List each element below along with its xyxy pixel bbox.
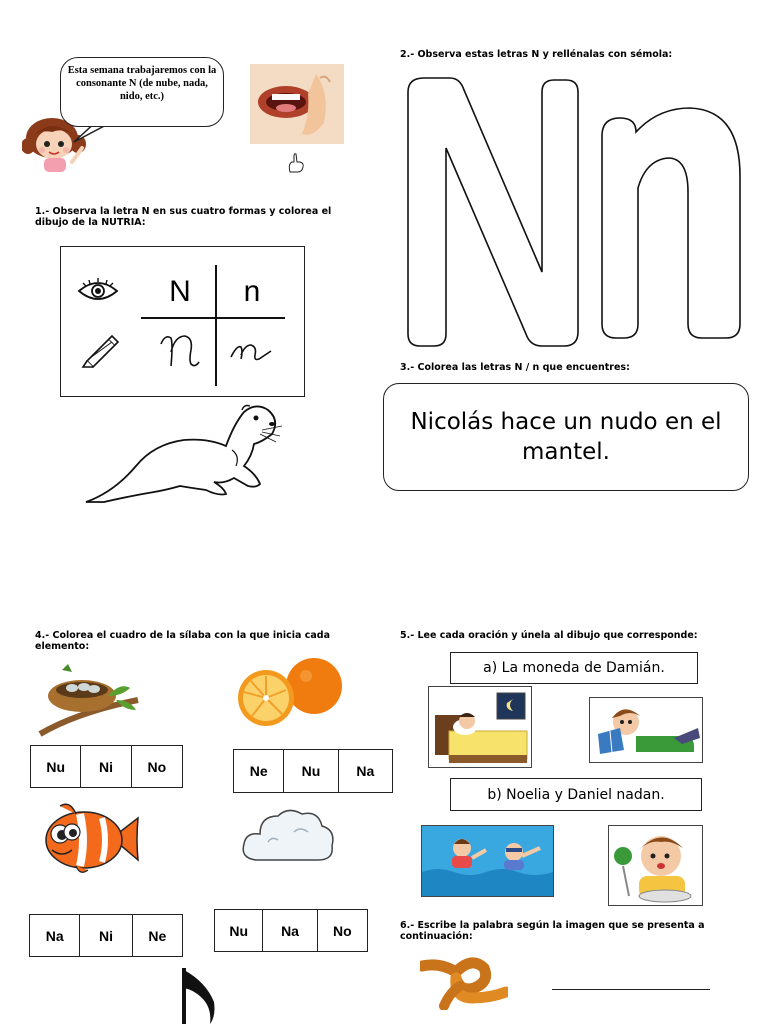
option-a-text: a) La moneda de Damián. [483, 660, 665, 676]
reading-boy-picture[interactable] [589, 697, 703, 763]
syllable-cell[interactable] [339, 750, 392, 792]
orange-image [236, 652, 344, 728]
letter-forms-box [60, 246, 305, 397]
lower-cursive-letter [229, 335, 275, 365]
otter-drawing [84, 400, 284, 506]
syllable-cell[interactable] [81, 746, 131, 787]
eye-icon [77, 277, 119, 305]
syllable-cell[interactable] [30, 915, 80, 956]
outline-letter-upper-n [402, 76, 580, 348]
section4-heading: 4.- Colorea el cuadro de la sílaba con la que inicia cada elemento: [35, 630, 331, 652]
cell-upper-cursive [147, 325, 213, 375]
upper-print-letter: N [169, 275, 191, 308]
syllable-cell[interactable] [263, 910, 317, 951]
syllable-table-orange [233, 749, 393, 793]
syllable-cell[interactable] [215, 910, 263, 951]
syllable-table-nest [30, 745, 183, 788]
knot-image [420, 952, 508, 1010]
grid-vertical-line [215, 265, 217, 386]
upper-cursive-letter [157, 330, 203, 370]
syllable-text: Nu [301, 763, 321, 779]
syllable-text: Nu [46, 758, 65, 775]
syllable-text: Nu [229, 922, 249, 939]
hand-gesture-icon [286, 150, 308, 174]
swimming-kids-picture[interactable] [421, 825, 554, 897]
option-b-text: b) Noelia y Daniel nadan. [487, 786, 665, 803]
option-b-box [450, 778, 702, 811]
section6-heading: 6.- Escribe la palabra según la imagen que se presenta a continuación: [400, 920, 705, 942]
option-a-box [450, 652, 698, 684]
sleeping-child-picture[interactable] [428, 686, 532, 768]
nest-image [38, 660, 142, 738]
section5-heading: 5.- Lee cada oración y únela al dibujo que corresponde: [400, 630, 698, 641]
cell-lower-print [219, 269, 285, 315]
grid-horizontal-line [141, 317, 285, 319]
sentence-text: Nicolás hace un nudo en el mantel. [410, 409, 722, 465]
cell-lower-cursive [219, 325, 285, 375]
outline-letter-lower-n [598, 106, 744, 340]
syllable-text: Na [281, 922, 299, 939]
section1-heading: 1.- Observa la letra N en sus cuatro formas y colorea el dibujo de la NUTRIA: [35, 206, 332, 228]
syllable-cell[interactable] [284, 750, 338, 792]
section2-heading: 2.- Observa estas letras N y rellénalas con sémola: [400, 49, 673, 60]
clownfish-image [40, 800, 140, 878]
cloud-image [238, 802, 338, 872]
cell-upper-print [147, 269, 213, 315]
music-note-icon [176, 968, 220, 1024]
sentence-box [383, 383, 749, 491]
pencil-icon [79, 329, 119, 369]
syllable-cell[interactable] [133, 915, 182, 956]
eating-boy-picture[interactable] [608, 825, 703, 906]
syllable-table-cloud [214, 909, 368, 952]
syllable-cell[interactable] [80, 915, 132, 956]
syllable-cell[interactable] [234, 750, 284, 792]
syllable-text: Ne [148, 927, 167, 944]
syllable-cell[interactable] [318, 910, 367, 951]
syllable-text: Ni [99, 758, 114, 775]
section3-heading: 3.- Colorea las letras N / n que encuentres: [400, 362, 630, 373]
speech-bubble-text: Esta semana trabajaremos con la consonante N (de nube, nada, nido, etc.) [67, 65, 217, 102]
syllable-text: Na [356, 763, 375, 779]
syllable-cell[interactable] [132, 746, 182, 787]
speech-bubble [60, 57, 224, 127]
answer-line[interactable] [552, 989, 710, 990]
syllable-text: No [333, 922, 352, 939]
syllable-table-clownfish [29, 914, 183, 957]
syllable-cell[interactable] [31, 746, 81, 787]
syllable-text: Na [45, 927, 64, 944]
lower-print-letter: n [243, 275, 261, 308]
syllable-text: Ne [249, 763, 268, 779]
syllable-text: Ni [99, 927, 113, 944]
mouth-photo [250, 64, 344, 144]
syllable-text: No [147, 758, 167, 775]
